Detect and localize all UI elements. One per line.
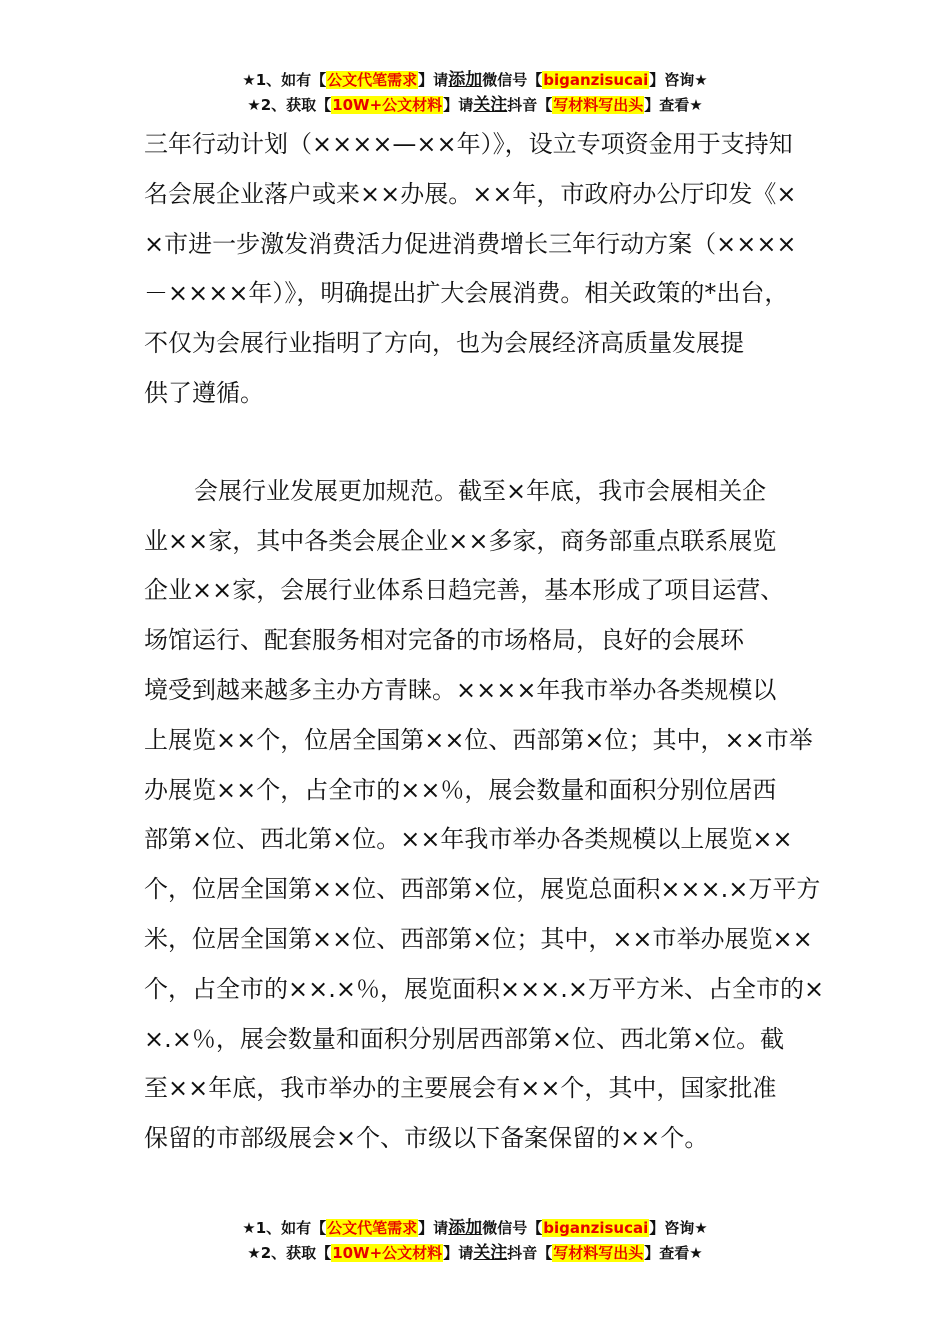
banner-text: ★1、如有【 bbox=[242, 71, 327, 89]
document-body bbox=[144, 120, 824, 1164]
text-line: 部第×位、西北第×位。××年我市举办各类规模以上展览×× bbox=[144, 825, 793, 854]
text-line: 保留的市部级展会×个、市级以下备案保留的××个。 bbox=[144, 1124, 709, 1153]
banner-text: ★2、获取【 bbox=[247, 96, 332, 114]
text-line: 企业××家，会展行业体系日趋完善，基本形成了项目运营、 bbox=[144, 576, 785, 605]
banner-text: 】请 bbox=[443, 96, 474, 114]
header-banner bbox=[0, 68, 950, 118]
banner-text: 微信号【 bbox=[482, 1219, 543, 1237]
highlight-douyin-account: 写材料写出头 bbox=[553, 96, 644, 114]
banner-line-2 bbox=[0, 93, 950, 118]
banner-text: 微信号【 bbox=[482, 71, 543, 89]
text-line: 会展行业发展更加规范。截至×年底，我市会展相关企 bbox=[194, 476, 767, 505]
banner-text: 】咨询★ bbox=[649, 1219, 708, 1237]
text-line: 办展览××个，占全市的××％，展会数量和面积分别位居西 bbox=[144, 775, 777, 804]
text-line: 个，占全市的××.×％，展览面积×××.×万平方米、占全市的× bbox=[144, 974, 825, 1003]
banner-text: 抖音【 bbox=[507, 1244, 553, 1262]
highlight-wechat-id: biganzisucai bbox=[543, 71, 649, 89]
banner-line-1 bbox=[0, 1216, 950, 1241]
paragraph-gap bbox=[144, 419, 824, 467]
banner-underline: 关注 bbox=[473, 95, 508, 115]
banner-text: 】查看★ bbox=[644, 96, 703, 114]
text-line: 三年行动计划（××××—××年）》，设立专项资金用于支持知 bbox=[144, 130, 793, 158]
banner-text: ★2、获取【 bbox=[247, 1244, 332, 1262]
highlight-service: 公文代笔需求 bbox=[327, 71, 418, 89]
highlight-douyin-account: 写材料写出头 bbox=[553, 1244, 644, 1262]
highlight-wechat-id: biganzisucai bbox=[543, 1219, 649, 1237]
text-line: －××××年）》，明确提出扩大会展消费。相关政策的*出台， bbox=[144, 279, 789, 308]
highlight-materials: 10W+公文材料 bbox=[332, 96, 443, 114]
banner-underline: 添加 bbox=[448, 1218, 483, 1238]
text-line: 米，位居全国第××位、西部第×位；其中，××市举办展览×× bbox=[144, 924, 813, 953]
banner-underline: 添加 bbox=[448, 70, 483, 90]
banner-text: 】请 bbox=[418, 71, 449, 89]
text-line: 供了遵循。 bbox=[144, 378, 264, 407]
text-line: 个，位居全国第××位、西部第×位，展览总面积×××.×万平方 bbox=[144, 875, 821, 904]
highlight-materials: 10W+公文材料 bbox=[332, 1244, 443, 1262]
banner-underline: 关注 bbox=[473, 1243, 508, 1263]
text-line: 境受到越来越多主办方青睐。××××年我市举办各类规模以 bbox=[144, 675, 777, 704]
banner-text: ★1、如有【 bbox=[242, 1219, 327, 1237]
paragraph-policy bbox=[144, 120, 824, 419]
text-line: 业××家，其中各类会展企业××多家，商务部重点联系展览 bbox=[144, 526, 777, 555]
banner-text: 】查看★ bbox=[644, 1244, 703, 1262]
text-line: 上展览××个，位居全国第××位、西部第×位；其中，××市举 bbox=[144, 725, 813, 754]
highlight-service: 公文代笔需求 bbox=[327, 1219, 418, 1237]
banner-text: 】咨询★ bbox=[649, 71, 708, 89]
banner-text: 抖音【 bbox=[507, 96, 553, 114]
text-line: ×市进一步激发消费活力促进消费增长三年行动方案（×××× bbox=[144, 229, 797, 258]
banner-line-1 bbox=[0, 68, 950, 93]
footer-banner bbox=[0, 1216, 950, 1266]
text-line: 场馆运行、配套服务相对完备的市场格局，良好的会展环 bbox=[144, 626, 744, 655]
text-line: 不仅为会展行业指明了方向，也为会展经济高质量发展提 bbox=[144, 329, 744, 358]
banner-line-2 bbox=[0, 1241, 950, 1266]
text-line: ×.×％，展会数量和面积分别居西部第×位、西北第×位。截 bbox=[144, 1024, 785, 1053]
banner-text: 】请 bbox=[443, 1244, 474, 1262]
text-line: 至××年底，我市举办的主要展会有××个，其中，国家批准 bbox=[144, 1074, 777, 1103]
text-line: 名会展企业落户或来××办展。××年，市政府办公厅印发《× bbox=[144, 179, 797, 208]
banner-text: 】请 bbox=[418, 1219, 449, 1237]
paragraph-industry bbox=[144, 467, 824, 1164]
